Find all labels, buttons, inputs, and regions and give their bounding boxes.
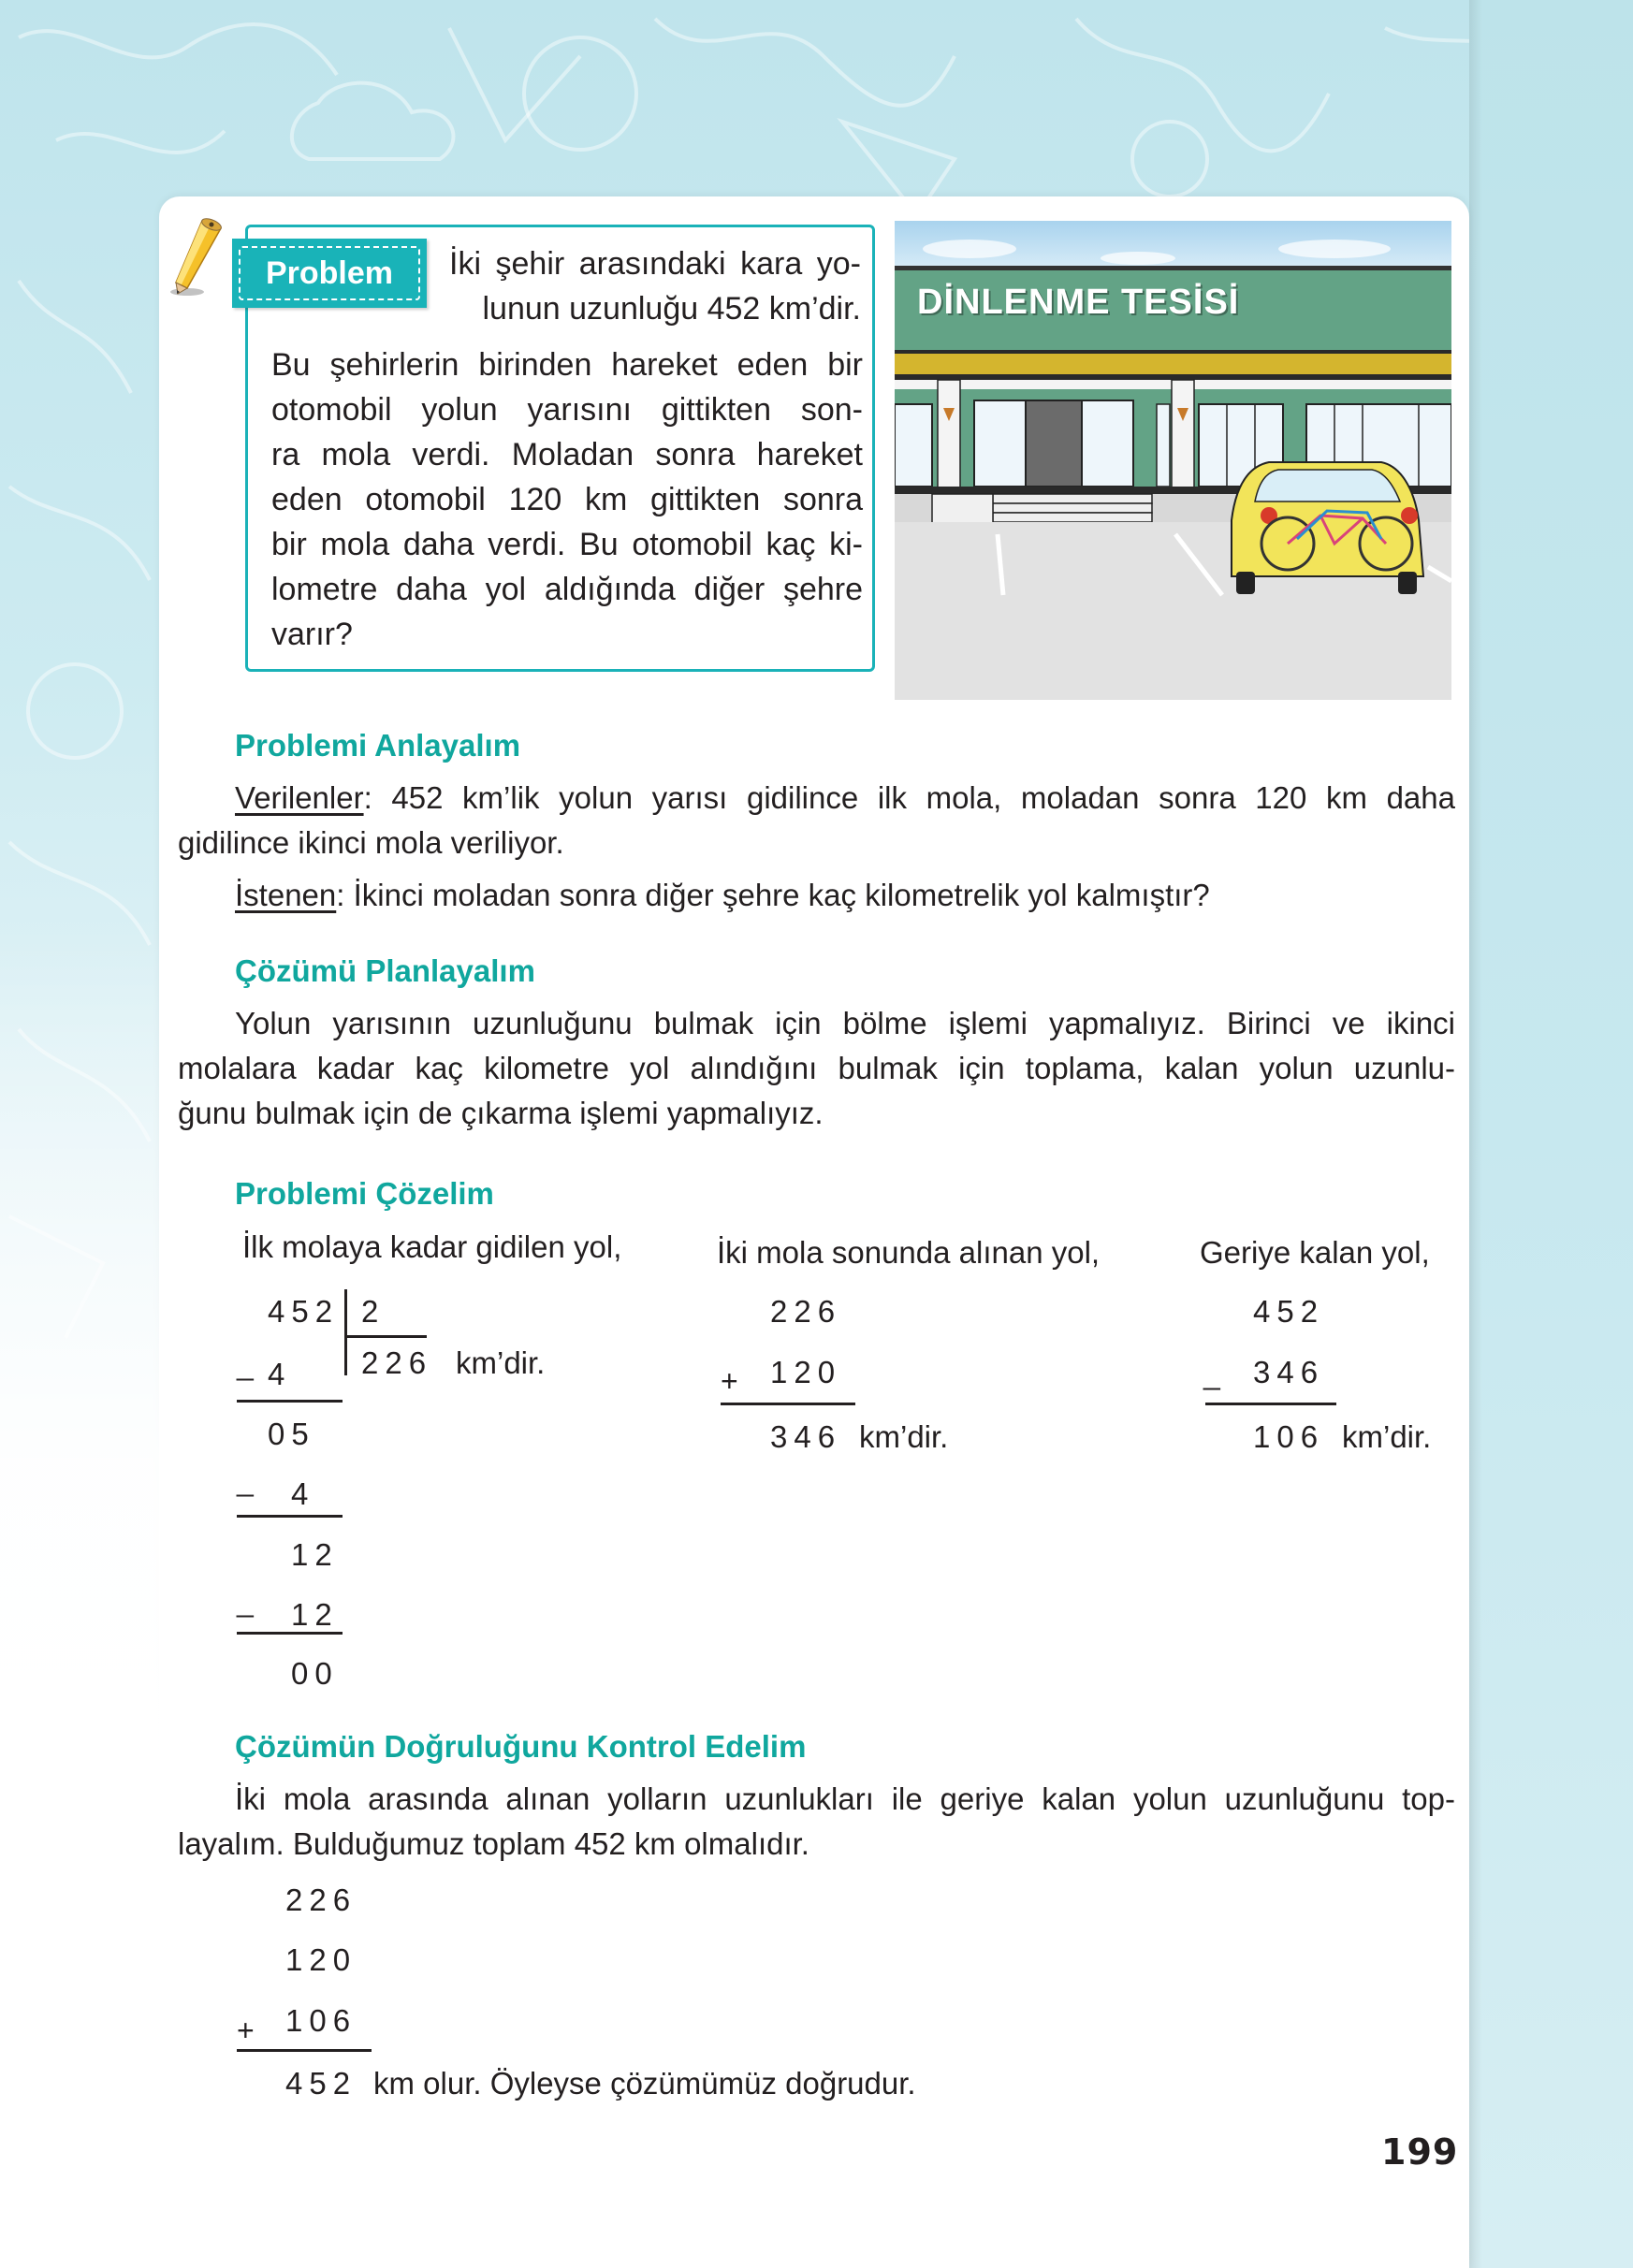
quotient: 226 — [361, 1345, 433, 1380]
subtraction-unit: km’dir. — [1342, 1419, 1432, 1454]
minus-sign: _ — [1203, 1357, 1220, 1390]
rest-area-sign: DİNLENME TESİSİ — [917, 283, 1240, 322]
divisor: 2 — [361, 1294, 386, 1329]
division-bar-vertical — [344, 1289, 347, 1375]
problem-line: lometre daha yol aldığında diğer şehre — [271, 572, 863, 607]
division-step: 05 — [268, 1417, 315, 1451]
given-text: : 452 km’lik yolun yarısı gidilince ilk mola, moladan sonra 120 km daha — [363, 780, 1455, 815]
division-label: İlk molaya kadar gidilen yol, — [242, 1229, 622, 1264]
problem-line: eden otomobil 120 km gittikten sonra — [271, 482, 863, 517]
division-step: 4 — [268, 1357, 292, 1391]
subtraction-label: Geriye kalan yol, — [1200, 1235, 1430, 1270]
addition-a: 226 — [770, 1294, 842, 1329]
division-rule — [237, 1400, 343, 1403]
check-addend: 120 — [285, 1942, 357, 1977]
subtraction-result: 106 — [1253, 1419, 1325, 1454]
check-line: layalım. Bulduğumuz toplam 452 km olmalıdır. — [178, 1826, 809, 1861]
plus-sign: + — [721, 1364, 738, 1398]
quotient-unit: km’dir. — [456, 1345, 546, 1380]
minus-sign: _ — [237, 1463, 254, 1497]
division-bar-horizontal — [346, 1335, 427, 1338]
problem-intro — [449, 241, 861, 331]
subtraction-b: 346 — [1253, 1355, 1325, 1389]
check-body — [178, 1777, 1455, 1867]
addition-rule — [721, 1403, 855, 1405]
addition-label: İki mola sonunda alınan yol, — [717, 1235, 1101, 1270]
check-addend: 106 — [285, 2003, 357, 2038]
given-label: Verilenler — [235, 780, 364, 815]
understand-body — [178, 776, 1455, 918]
division-step: 12 — [291, 1537, 339, 1572]
dividend: 452 — [268, 1294, 340, 1329]
asked-text: : İkinci moladan sonra diğer şehre kaç kilometrelik yol kalmıştır? — [336, 878, 1210, 912]
minus-sign: _ — [237, 1584, 254, 1618]
plan-body — [178, 1001, 1455, 1136]
addition-result: 346 — [770, 1419, 842, 1454]
minus-sign: _ — [237, 1347, 254, 1381]
addition-b: 120 — [770, 1355, 842, 1389]
problem-tag-label: Problem — [239, 246, 420, 300]
plan-line: Yolun yarısının uzunluğunu bulmak için bölme işlemi yapmalıyız. Birinci ve ikinci — [235, 1006, 1455, 1040]
problem-tag — [232, 239, 427, 308]
problem-line: Bu şehirlerin birinden hareket eden bir — [271, 347, 863, 383]
plan-line: ğunu bulmak için de çıkarma işlemi yapmalıyız. — [178, 1096, 824, 1130]
asked-line — [178, 873, 1455, 918]
heading-plan: Çözümü Planlayalım — [235, 953, 535, 988]
plus-sign: + — [237, 2014, 255, 2047]
problem-intro-line-1: İki şehir arasındaki kara yo- — [449, 246, 861, 282]
division-step: 00 — [291, 1656, 339, 1691]
problem-body — [271, 342, 863, 657]
division-step: 4 — [291, 1476, 315, 1511]
subtraction-rule — [1205, 1403, 1336, 1405]
addition-unit: km’dir. — [859, 1419, 949, 1454]
check-addend: 226 — [285, 1883, 357, 1917]
page-number: 199 — [1381, 2131, 1459, 2173]
plan-line: molalara kadar kaç kilometre yol alındığını bulmak için toplama, kalan yolun uzunlu- — [178, 1051, 1455, 1085]
rest-area-illustration — [895, 221, 1451, 700]
problem-intro-line-2: lunun uzunluğu 452 km’dir. — [482, 291, 861, 327]
heading-solve: Problemi Çözelim — [235, 1176, 494, 1211]
division-rule — [237, 1515, 343, 1518]
subtraction-a: 452 — [1253, 1294, 1325, 1329]
given-line — [178, 776, 1455, 821]
division-rule — [237, 1632, 343, 1635]
problem-line: ra mola verdi. Moladan sonra hareket — [271, 437, 863, 472]
asked-label: İstenen — [235, 878, 337, 912]
division-step: 12 — [291, 1597, 339, 1632]
check-rule — [237, 2049, 372, 2052]
check-result-text: km olur. Öyleyse çözümümüz doğrudur. — [373, 2066, 916, 2101]
check-result: 452 — [285, 2066, 357, 2101]
problem-line: varır? — [271, 617, 353, 652]
check-line: İki mola arasında alınan yolların uzunlukları ile geriye kalan yolun uzunluğunu top- — [235, 1781, 1455, 1816]
right-margin-strip — [1469, 0, 1633, 2268]
given-line-2: gidilince ikinci mola veriliyor. — [178, 825, 564, 860]
problem-line: otomobil yolun yarısını gittikten son- — [271, 392, 863, 428]
pencil-icon — [167, 213, 232, 298]
problem-line: bir mola daha verdi. Bu otomobil kaç ki- — [271, 527, 863, 562]
heading-understand: Problemi Anlayalım — [235, 728, 521, 763]
heading-check: Çözümün Doğruluğunu Kontrol Edelim — [235, 1729, 807, 1764]
